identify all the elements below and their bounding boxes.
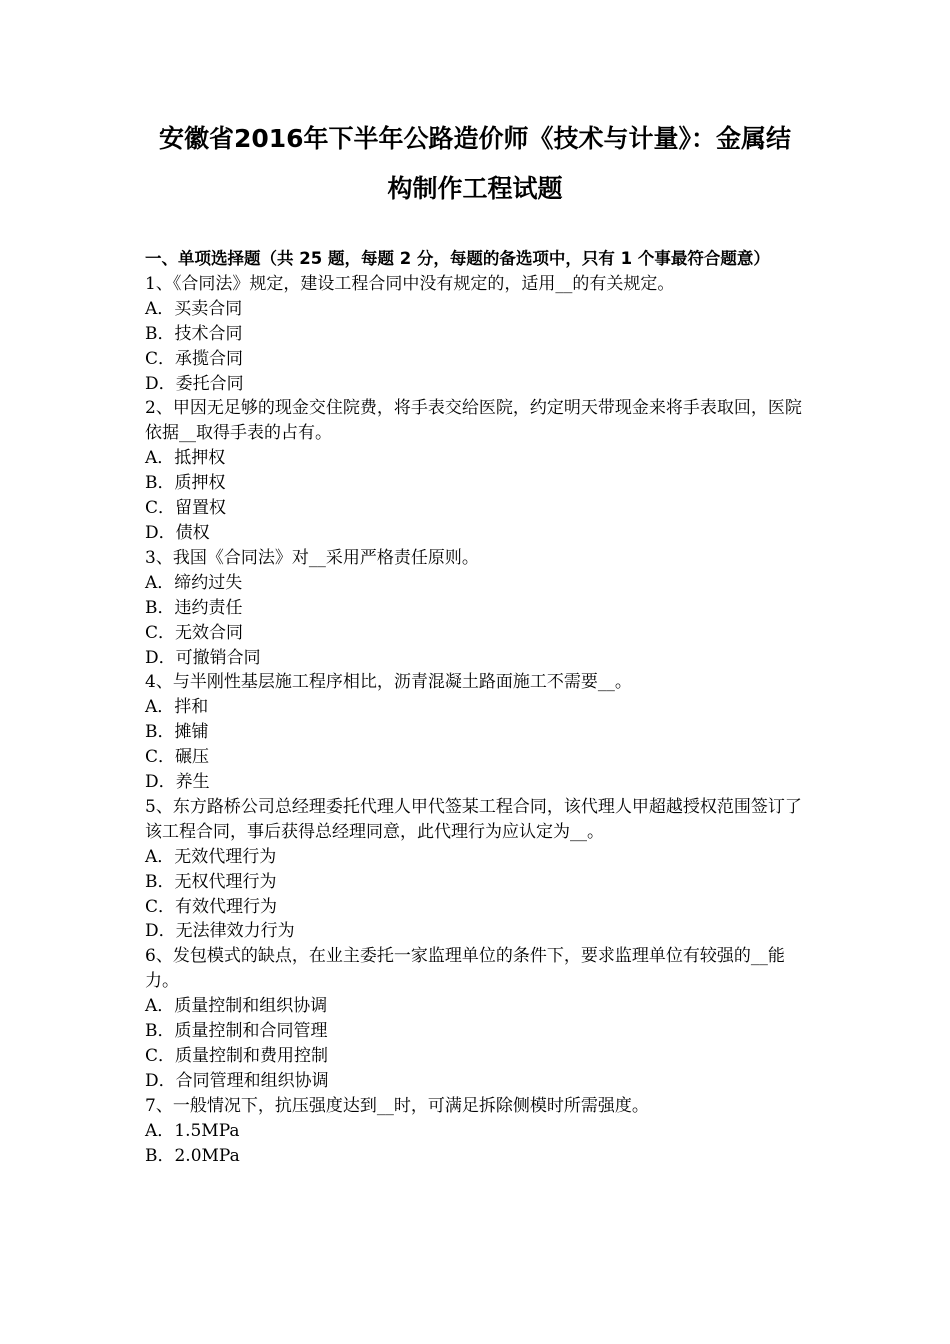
option-b: B．技术合同 — [145, 323, 243, 344]
option-d: D．养生 — [145, 772, 210, 793]
section-heading: 一、单项选择题（共 25 题，每题 2 分，每题的备选项中，只有 1 个事最符合题意） — [145, 249, 770, 268]
question-text: 4、与半刚性基层施工程序相比，沥青混凝土路面施工不需要__。 — [145, 672, 632, 693]
option-c: C．留置权 — [145, 498, 227, 519]
option-c: C．质量控制和费用控制 — [145, 1046, 329, 1066]
question-1 — [145, 272, 810, 397]
option-b: B．2.0MPa — [145, 1145, 240, 1166]
option-b: B．无权代理行为 — [145, 871, 277, 892]
option-d: D．合同管理和组织协调 — [145, 1070, 329, 1091]
option-b: B．违约责任 — [145, 597, 243, 618]
option-c: C．无效合同 — [145, 622, 244, 643]
option-a: A．缔约过失 — [145, 572, 243, 593]
option-b: B．摊铺 — [145, 722, 209, 743]
option-d: D．无法律效力行为 — [145, 921, 295, 942]
option-c: C．有效代理行为 — [145, 896, 278, 917]
question-5 — [145, 795, 810, 944]
question-2 — [145, 396, 810, 545]
question-text: 7、一般情况下，抗压强度达到__时，可满足拆除侧模时所需强度。 — [145, 1095, 649, 1116]
option-c: C．承揽合同 — [145, 348, 244, 369]
option-a: A．抵押权 — [145, 448, 226, 469]
option-a: A．无效代理行为 — [145, 846, 277, 867]
question-4 — [145, 670, 810, 795]
option-a: A．质量控制和组织协调 — [145, 996, 328, 1017]
option-a: A．买卖合同 — [145, 298, 243, 319]
question-text: 6、发包模式的缺点，在业主委托一家监理单位的条件下，要求监理单位有较强的__能力。 — [145, 946, 785, 992]
question-text: 3、我国《合同法》对__采用严格责任原则。 — [145, 547, 479, 568]
question-text: 5、东方路桥公司总经理委托代理人甲代签某工程合同，该代理人甲超越授权范围签订了该工程合同，事后获得总经理同意，此代理行为应认定为__。 — [145, 796, 802, 842]
question-6 — [145, 944, 810, 1093]
question-3 — [145, 546, 810, 671]
option-a: A．拌和 — [145, 697, 209, 718]
document-title-line-1: 安徽省2016年下半年公路造价师《技术与计量》：金属结 — [158, 124, 792, 153]
question-text: 2、甲因无足够的现金交住院费，将手表交给医院，约定明天带现金来将手表取回，医院依据__取得手表的占有。 — [145, 398, 802, 444]
option-a: A．1.5MPa — [145, 1120, 240, 1141]
option-d: D．委托合同 — [145, 373, 244, 394]
document-body — [145, 247, 810, 1169]
option-b: B．质量控制和合同管理 — [145, 1021, 328, 1042]
question-7 — [145, 1094, 810, 1169]
question-text: 1、《合同法》规定，建设工程合同中没有规定的，适用__的有关规定。 — [145, 273, 675, 294]
option-b: B．质押权 — [145, 473, 226, 494]
option-d: D．债权 — [145, 522, 210, 543]
document-title-line-2: 构制作工程试题 — [387, 174, 563, 203]
option-c: C．碾压 — [145, 747, 210, 768]
option-d: D．可撤销合同 — [145, 647, 261, 668]
